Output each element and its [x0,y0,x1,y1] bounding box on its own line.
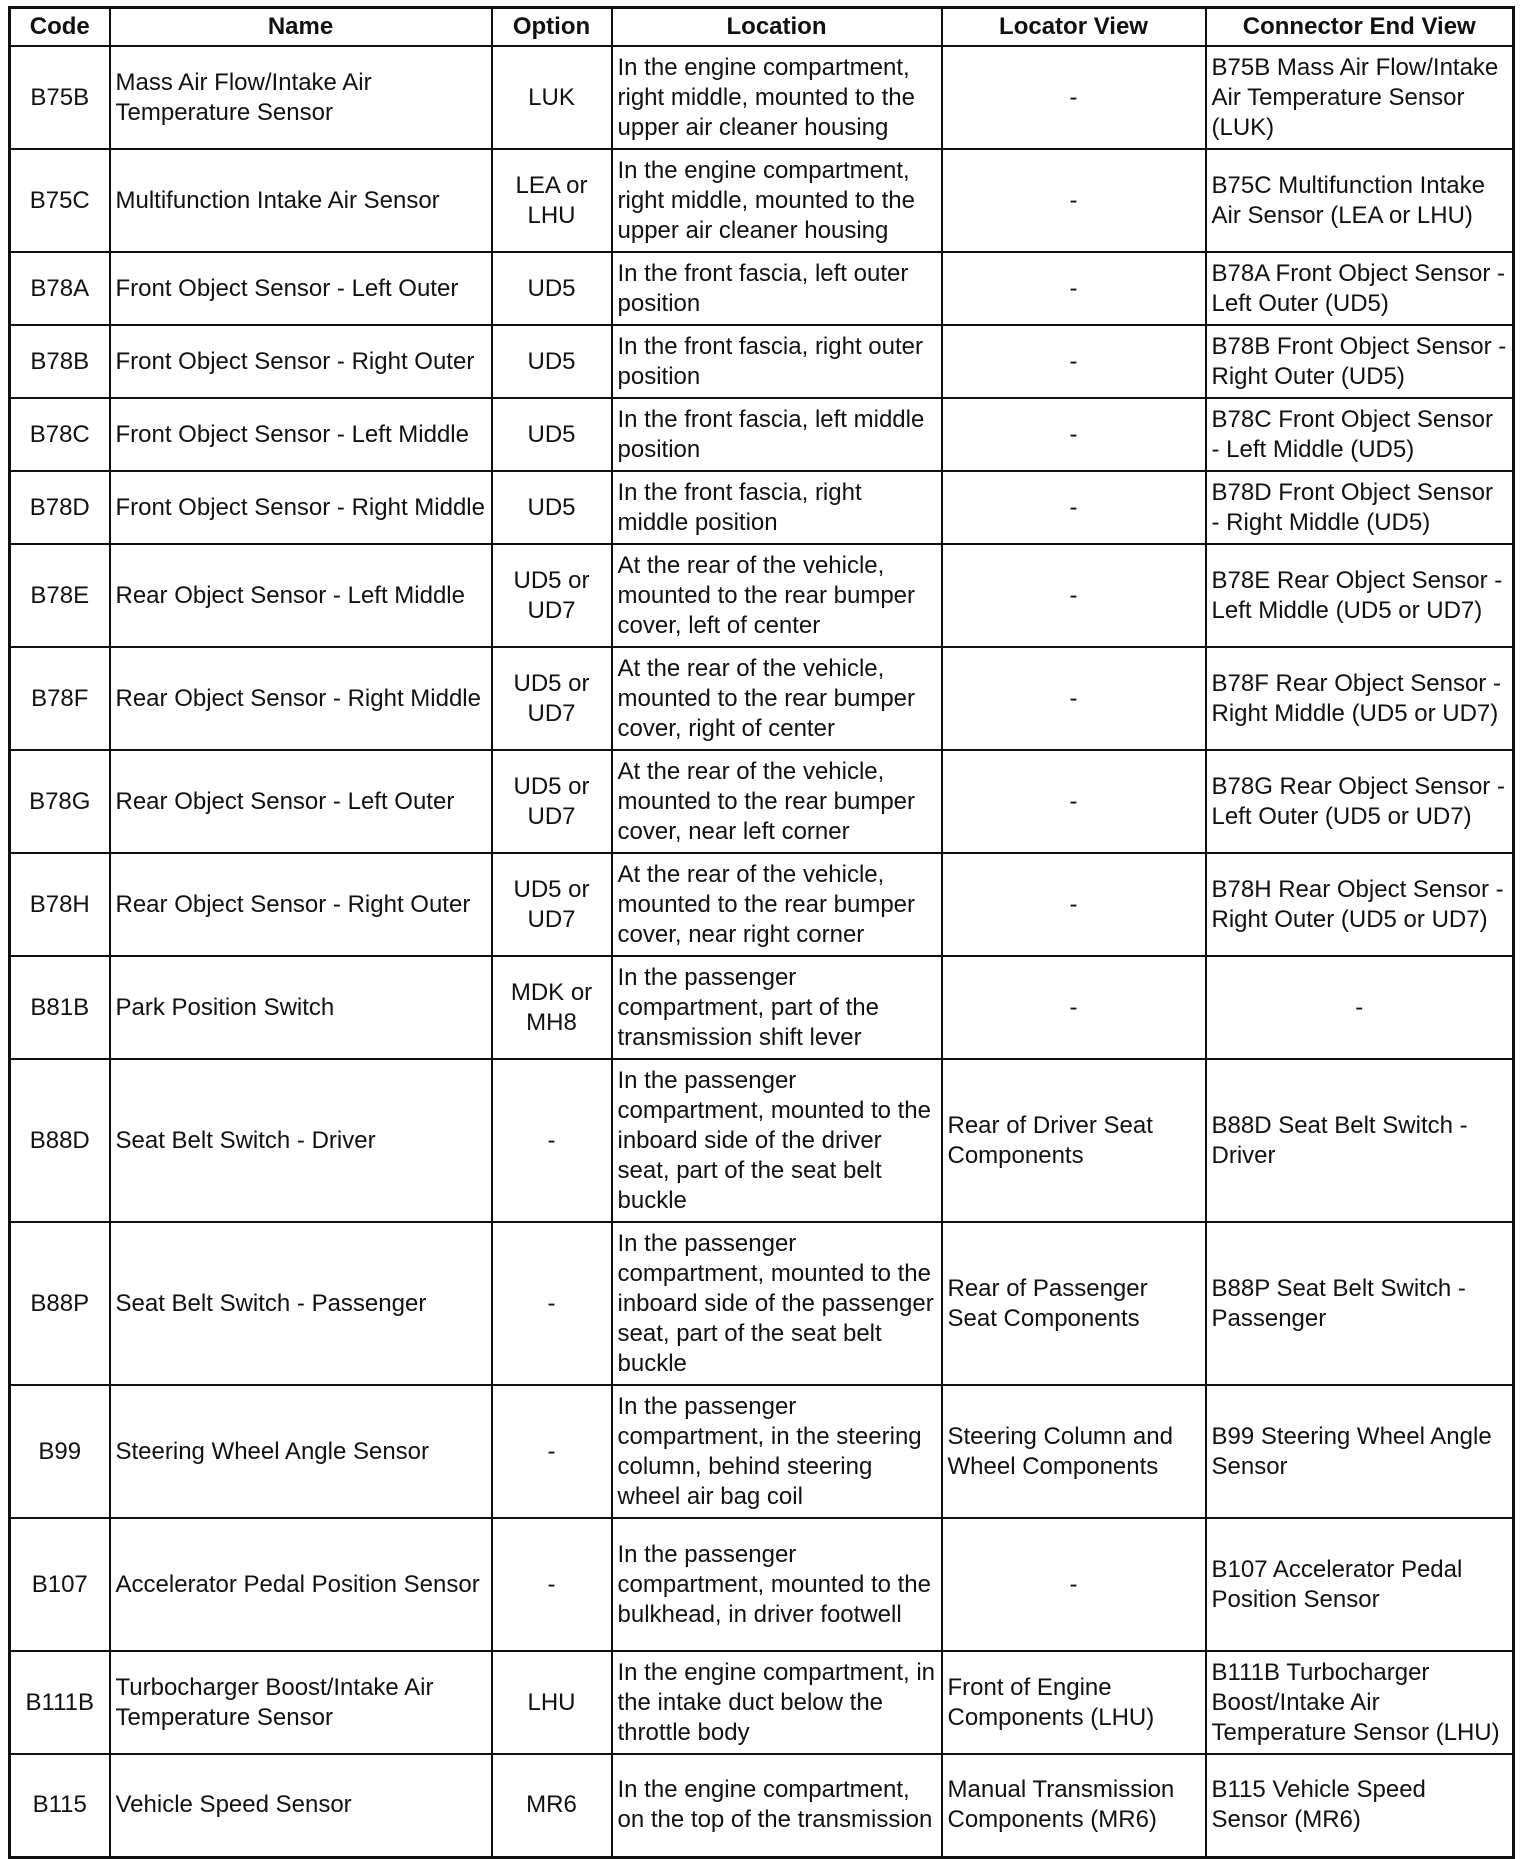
cell-location: In the front fascia, left outer position [612,252,942,325]
cell-locator-view: Front of Engine Components (LHU) [942,1651,1206,1754]
cell-option: MR6 [492,1754,612,1857]
cell-locator-view: - [942,252,1206,325]
column-header-location: Location [612,8,942,47]
cell-option: MDK or MH8 [492,956,612,1059]
cell-location: In the front fascia, right outer position [612,325,942,398]
cell-code: B75C [10,149,110,252]
table-header-row [10,8,1514,47]
cell-connector-end-view: B78F Rear Object Sensor - Right Middle (UD5 or UD7) [1206,647,1514,750]
cell-connector-end-view: B78G Rear Object Sensor - Left Outer (UD5 or UD7) [1206,750,1514,853]
cell-name: Steering Wheel Angle Sensor [110,1385,492,1518]
column-header-name: Name [110,8,492,47]
cell-option: - [492,1059,612,1222]
cell-name: Front Object Sensor - Left Outer [110,252,492,325]
table-row [10,1651,1514,1754]
cell-option: LUK [492,46,612,149]
cell-option: UD5 [492,398,612,471]
table-row [10,471,1514,544]
table-row [10,750,1514,853]
table-row [10,544,1514,647]
cell-locator-view: - [942,853,1206,956]
cell-location: At the rear of the vehicle, mounted to the rear bumper cover, near right corner [612,853,942,956]
cell-name: Rear Object Sensor - Right Outer [110,853,492,956]
cell-location: In the engine compartment, right middle, mounted to the upper air cleaner housing [612,46,942,149]
cell-location: In the passenger compartment, mounted to the inboard side of the passenger seat, part of the seat belt buckle [612,1222,942,1385]
cell-connector-end-view: B107 Accelerator Pedal Position Sensor [1206,1518,1514,1651]
cell-code: B99 [10,1385,110,1518]
cell-location: In the front fascia, right middle position [612,471,942,544]
cell-connector-end-view: B88D Seat Belt Switch - Driver [1206,1059,1514,1222]
column-header-locator-view: Locator View [942,8,1206,47]
table-row [10,149,1514,252]
cell-connector-end-view: B78H Rear Object Sensor - Right Outer (UD5 or UD7) [1206,853,1514,956]
cell-connector-end-view: B99 Steering Wheel Angle Sensor [1206,1385,1514,1518]
cell-locator-view: Rear of Driver Seat Components [942,1059,1206,1222]
cell-option: LEA or LHU [492,149,612,252]
cell-connector-end-view: B78D Front Object Sensor - Right Middle (UD5) [1206,471,1514,544]
cell-code: B78D [10,471,110,544]
table-row [10,398,1514,471]
cell-location: At the rear of the vehicle, mounted to the rear bumper cover, right of center [612,647,942,750]
cell-connector-end-view: B75B Mass Air Flow/Intake Air Temperature Sensor (LUK) [1206,46,1514,149]
table-row [10,853,1514,956]
cell-name: Rear Object Sensor - Left Middle [110,544,492,647]
table-row [10,1518,1514,1651]
cell-locator-view: - [942,471,1206,544]
cell-name: Turbocharger Boost/Intake Air Temperature Sensor [110,1651,492,1754]
cell-name: Accelerator Pedal Position Sensor [110,1518,492,1651]
cell-location: In the passenger compartment, mounted to the inboard side of the driver seat, part of the seat belt buckle [612,1059,942,1222]
cell-locator-view: Rear of Passenger Seat Components [942,1222,1206,1385]
cell-connector-end-view: B88P Seat Belt Switch - Passenger [1206,1222,1514,1385]
cell-code: B78F [10,647,110,750]
cell-location: In the passenger compartment, in the steering column, behind steering wheel air bag coil [612,1385,942,1518]
table-body [10,46,1514,1857]
cell-location: In the engine compartment, on the top of the transmission [612,1754,942,1857]
cell-locator-view: - [942,544,1206,647]
cell-name: Front Object Sensor - Left Middle [110,398,492,471]
cell-code: B111B [10,1651,110,1754]
cell-location: In the passenger compartment, part of the transmission shift lever [612,956,942,1059]
cell-option: LHU [492,1651,612,1754]
cell-connector-end-view: B78B Front Object Sensor - Right Outer (UD5) [1206,325,1514,398]
cell-name: Multifunction Intake Air Sensor [110,149,492,252]
cell-code: B78H [10,853,110,956]
cell-option: - [492,1518,612,1651]
cell-locator-view: Manual Transmission Components (MR6) [942,1754,1206,1857]
cell-connector-end-view: B78C Front Object Sensor - Left Middle (UD5) [1206,398,1514,471]
cell-locator-view: - [942,1518,1206,1651]
column-header-code: Code [10,8,110,47]
cell-locator-view: - [942,325,1206,398]
cell-option: UD5 or UD7 [492,544,612,647]
cell-locator-view: - [942,647,1206,750]
cell-name: Mass Air Flow/Intake Air Temperature Sensor [110,46,492,149]
cell-code: B75B [10,46,110,149]
cell-location: In the front fascia, left middle position [612,398,942,471]
cell-code: B81B [10,956,110,1059]
cell-location: In the engine compartment, right middle, mounted to the upper air cleaner housing [612,149,942,252]
component-locator-table [8,6,1515,1859]
cell-connector-end-view: B115 Vehicle Speed Sensor (MR6) [1206,1754,1514,1857]
cell-name: Front Object Sensor - Right Outer [110,325,492,398]
table-row [10,1754,1514,1857]
cell-option: - [492,1222,612,1385]
cell-name: Vehicle Speed Sensor [110,1754,492,1857]
cell-name: Rear Object Sensor - Right Middle [110,647,492,750]
cell-locator-view: - [942,398,1206,471]
cell-option: UD5 [492,252,612,325]
cell-locator-view: - [942,46,1206,149]
component-table-page [8,6,1512,1859]
cell-code: B88P [10,1222,110,1385]
cell-name: Rear Object Sensor - Left Outer [110,750,492,853]
cell-code: B88D [10,1059,110,1222]
cell-code: B115 [10,1754,110,1857]
cell-connector-end-view: B111B Turbocharger Boost/Intake Air Temperature Sensor (LHU) [1206,1651,1514,1754]
table-row [10,1059,1514,1222]
cell-name: Seat Belt Switch - Passenger [110,1222,492,1385]
table-row [10,252,1514,325]
cell-option: - [492,1385,612,1518]
cell-locator-view: - [942,750,1206,853]
cell-connector-end-view: - [1206,956,1514,1059]
cell-code: B78G [10,750,110,853]
cell-locator-view: - [942,149,1206,252]
cell-connector-end-view: B75C Multifunction Intake Air Sensor (LEA or LHU) [1206,149,1514,252]
cell-location: At the rear of the vehicle, mounted to the rear bumper cover, left of center [612,544,942,647]
table-row [10,1222,1514,1385]
cell-option: UD5 [492,325,612,398]
cell-name: Seat Belt Switch - Driver [110,1059,492,1222]
cell-connector-end-view: B78E Rear Object Sensor - Left Middle (UD5 or UD7) [1206,544,1514,647]
cell-connector-end-view: B78A Front Object Sensor - Left Outer (UD5) [1206,252,1514,325]
table-row [10,325,1514,398]
cell-code: B78C [10,398,110,471]
cell-option: UD5 or UD7 [492,750,612,853]
cell-code: B78B [10,325,110,398]
cell-option: UD5 or UD7 [492,647,612,750]
cell-name: Park Position Switch [110,956,492,1059]
column-header-option: Option [492,8,612,47]
cell-name: Front Object Sensor - Right Middle [110,471,492,544]
cell-code: B107 [10,1518,110,1651]
cell-location: In the passenger compartment, mounted to the bulkhead, in driver footwell [612,1518,942,1651]
table-row [10,46,1514,149]
cell-locator-view: - [942,956,1206,1059]
cell-code: B78E [10,544,110,647]
cell-option: UD5 or UD7 [492,853,612,956]
column-header-connector-end-view: Connector End View [1206,8,1514,47]
table-row [10,647,1514,750]
cell-option: UD5 [492,471,612,544]
table-row [10,956,1514,1059]
cell-location: In the engine compartment, in the intake duct below the throttle body [612,1651,942,1754]
cell-locator-view: Steering Column and Wheel Components [942,1385,1206,1518]
cell-code: B78A [10,252,110,325]
cell-location: At the rear of the vehicle, mounted to the rear bumper cover, near left corner [612,750,942,853]
table-row [10,1385,1514,1518]
